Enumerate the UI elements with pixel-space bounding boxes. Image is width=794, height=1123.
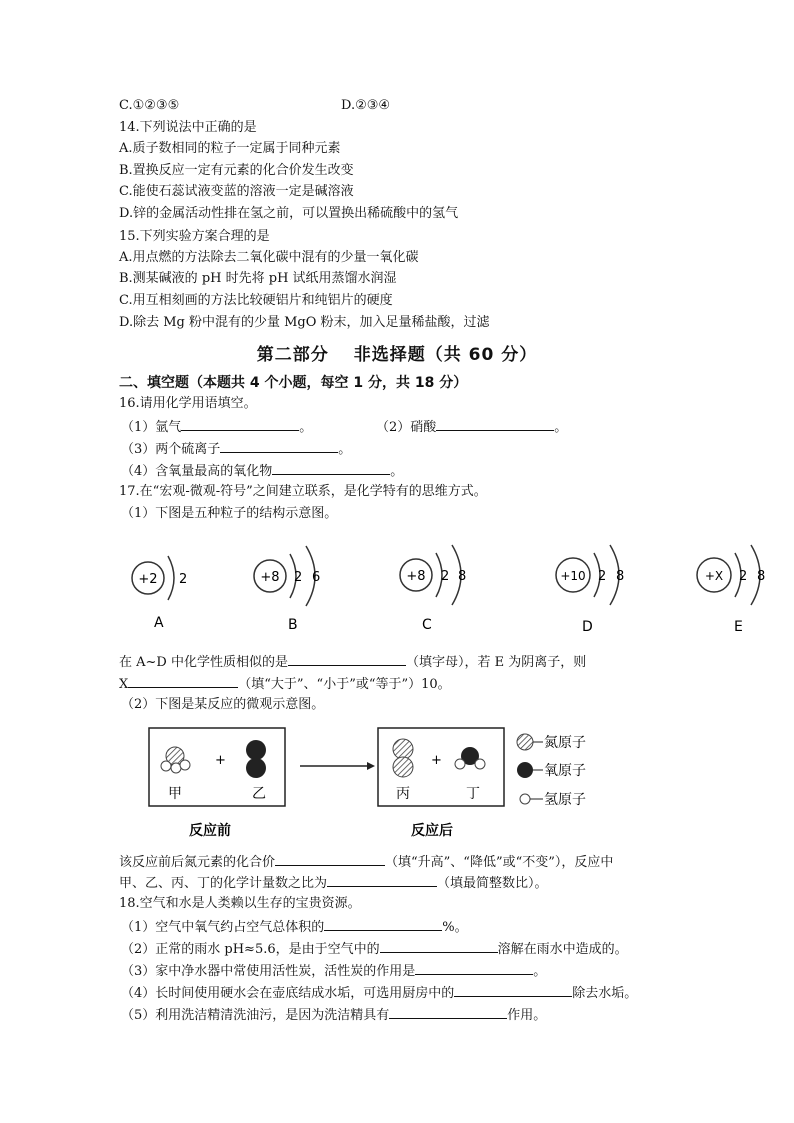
atom-b-label: B (288, 617, 298, 633)
atom-e-nucleus: +X (704, 569, 724, 583)
q17-question-2a: X (119, 677, 129, 692)
atom-a-shell-1: 2 (179, 572, 188, 587)
q15-option-b: B.测某碱液的 pH 时先将 pH 试纸用蒸馏水润湿 (119, 271, 397, 286)
atom-a-nucleus: +2 (138, 572, 158, 587)
q14-option-b: B.置换反应一定有元素的化合价发生改变 (119, 163, 354, 178)
q18-part5-blank[interactable] (389, 1005, 507, 1019)
atom-c-shell-2: 8 (458, 569, 467, 584)
atom-b (254, 546, 320, 633)
atom-d-label: D (582, 619, 593, 635)
atom-d (556, 545, 624, 635)
q16-part3-label: （3）两个硫离子 (121, 442, 221, 457)
atom-c-label: C (422, 617, 432, 633)
q16-part4 (121, 461, 403, 481)
q15-option-a: A.用点燃的方法除去二氧化碳中混有的少量一氧化碳 (119, 250, 419, 265)
q18-part1a: （1）空气中氧气约占空气总体积的 (121, 920, 325, 935)
q16-part4-label: （4）含氧量最高的氧化物 (121, 464, 273, 479)
atom-b-nucleus: +8 (260, 570, 280, 585)
q16-part1-blank[interactable] (181, 417, 299, 431)
q17-question-1 (119, 652, 586, 672)
atom-e (697, 545, 765, 635)
q18-part3-blank[interactable] (415, 961, 533, 975)
q14-stem: 14.下列说法中正确的是 (119, 120, 257, 135)
q17-question-3 (119, 852, 613, 872)
q16-part1 (121, 417, 312, 437)
q18-part2-blank[interactable] (380, 939, 498, 953)
q13-option-d: D.②③④ (341, 98, 391, 113)
q18-part5a: （5）利用洗洁精清洗油污，是因为洗洁精具有 (121, 1008, 390, 1023)
q18-stem: 18.空气和水是人类赖以生存的宝贵资源。 (119, 896, 361, 911)
molecule-ding (455, 747, 485, 769)
q18-part4b: 除去水垢。 (572, 986, 638, 1001)
atom-d-shell-1: 2 (598, 569, 607, 584)
q18-part3b: 。 (533, 964, 547, 979)
q16-part3-blank[interactable] (220, 439, 338, 453)
q17-valence-blank[interactable] (275, 852, 385, 866)
q16-part2-label: （2）硝酸 (376, 420, 437, 435)
atom-b-shell-2: 6 (312, 570, 321, 585)
label-yi: 乙 (252, 786, 266, 802)
molecule-bing (393, 739, 413, 777)
q17-question-4b: （填最简整数比）。 (437, 876, 548, 891)
reaction-diagram (145, 722, 615, 844)
q17-question-4a: 甲、乙、丙、丁的化学计量数之比为 (119, 876, 328, 891)
q18-part5b: 作用。 (507, 1008, 547, 1023)
q16-part3-end: 。 (338, 442, 352, 457)
q16-part3 (121, 439, 351, 459)
molecule-yi (246, 740, 266, 778)
q15-option-c: C.用互相刻画的方法比较硬铝片和纯铝片的硬度 (119, 293, 393, 308)
q18-part4 (121, 983, 637, 1003)
section-two-heading: 二、填空题（本题共 4 个小题，每空 1 分，共 18 分） (119, 375, 468, 391)
q15-option-d: D.除去 Mg 粉中混有的少量 MgO 粉末，加入足量稀盐酸，过滤 (119, 315, 490, 330)
q17-part1: （1）下图是五种粒子的结构示意图。 (121, 506, 338, 521)
q16-part2-end: 。 (554, 420, 568, 435)
molecule-jia (161, 747, 190, 773)
q18-part1 (121, 917, 468, 937)
atom-d-nucleus: +10 (560, 569, 586, 583)
q18-part2a: （2）正常的雨水 pH≈5.6，是由于空气中的 (121, 942, 380, 957)
atom-c-nucleus: +8 (406, 569, 426, 584)
label-before: 反应前 (189, 823, 231, 839)
atom-c (400, 545, 466, 633)
label-jia: 甲 (168, 786, 182, 802)
q17-similar-blank[interactable] (288, 652, 406, 666)
q18-part2b: 溶解在雨水中造成的。 (497, 942, 628, 957)
plus-before: + (215, 753, 226, 768)
part-two-heading: 第二部分 非选择题（共 60 分） (256, 345, 538, 365)
q18-part4-blank[interactable] (454, 983, 572, 997)
legend-oxygen: 氧原子 (544, 763, 586, 779)
legend-hydrogen: 氢原子 (544, 792, 586, 808)
q16-part1-end: 。 (299, 420, 313, 435)
label-bing: 丙 (396, 786, 410, 802)
q18-part2 (121, 939, 628, 959)
atom-c-shell-1: 2 (441, 569, 450, 584)
q15-stem: 15.下列实验方案合理的是 (119, 229, 270, 244)
q18-part5 (121, 1005, 546, 1025)
atom-e-shell-1: 2 (739, 569, 748, 584)
q17-part2: （2）下图是某反应的微观示意图。 (121, 697, 325, 712)
q18-part4a: （4）长时间使用硬水会在壶底结成水垢，可选用厨房中的 (121, 986, 455, 1001)
atom-e-label: E (734, 619, 743, 635)
q17-question-4 (119, 873, 548, 893)
atom-b-shell-1: 2 (294, 570, 303, 585)
q16-part1-label: （1）氩气 (121, 420, 182, 435)
label-ding: 丁 (466, 786, 480, 802)
q17-ratio-blank[interactable] (327, 873, 437, 887)
plus-after: + (431, 753, 442, 768)
atom-a-label: A (154, 615, 164, 631)
q16-part2 (376, 417, 567, 437)
q16-part2-blank[interactable] (436, 417, 554, 431)
legend (517, 734, 586, 808)
q18-part3 (121, 961, 546, 981)
q16-stem: 16.请用化学用语填空。 (119, 396, 257, 411)
q16-part4-blank[interactable] (272, 461, 390, 475)
q18-part1-blank[interactable] (324, 917, 442, 931)
q14-option-a: A.质子数相同的粒子一定属于同种元素 (119, 141, 341, 156)
q14-option-c: C.能使石蕊试液变蓝的溶液一定是碱溶液 (119, 184, 354, 199)
q13-option-c: C.①②③⑤ (119, 98, 180, 113)
q17-x-blank[interactable] (128, 674, 238, 688)
legend-nitrogen: 氮原子 (544, 735, 586, 751)
q16-part4-end: 。 (390, 464, 404, 479)
q14-option-d: D.锌的金属活动性排在氢之前，可以置换出稀硫酸中的氢气 (119, 206, 459, 221)
label-after: 反应后 (411, 823, 453, 839)
q17-question-2b: （填“大于”、“小于”或“等于”）10。 (238, 677, 451, 692)
q17-question-3b: （填“升高”、“降低”或“不变”），反应中 (385, 855, 614, 870)
atom-structure-diagram (118, 528, 790, 638)
atom-a (132, 556, 187, 631)
q17-question-1b: （填字母），若 E 为阴离子，则 (405, 655, 587, 670)
q18-part1b: %。 (442, 920, 468, 935)
q17-stem: 17.在“宏观-微观-符号”之间建立联系，是化学特有的思维方式。 (119, 484, 487, 499)
atom-d-shell-2: 8 (616, 569, 625, 584)
atom-e-shell-2: 8 (757, 569, 766, 584)
q17-question-1a: 在 A~D 中化学性质相似的是 (119, 655, 288, 670)
q18-part3a: （3）家中净水器中常使用活性炭，活性炭的作用是 (121, 964, 416, 979)
q17-question-3a: 该反应前后氮元素的化合价 (119, 855, 276, 870)
q17-question-2 (119, 674, 451, 694)
